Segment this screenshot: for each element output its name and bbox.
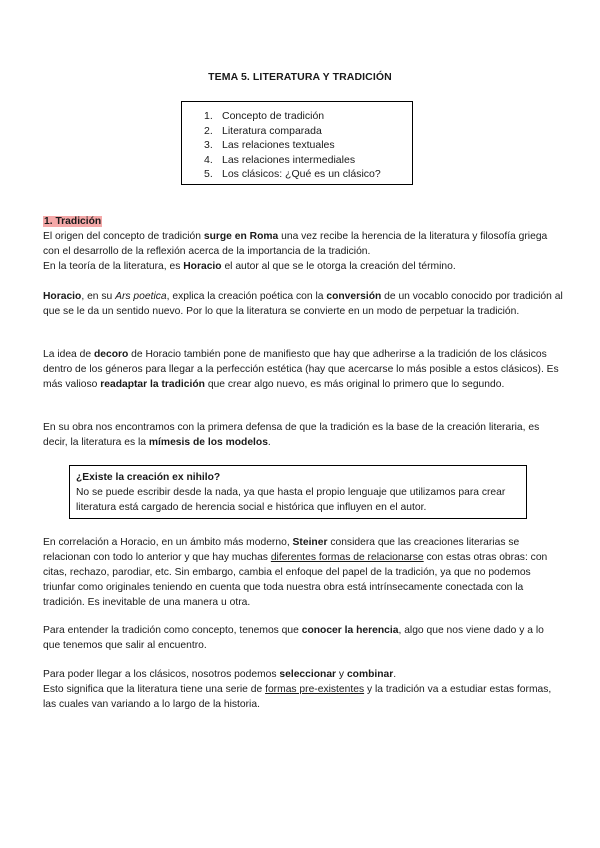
callout-text: No se puede escribir desde la nada, ya que hasta el propio lenguaje que utilizamos para crear literatura está cargado de herencia social e histórica que influyen en el autor. (76, 487, 506, 513)
toc-item (204, 138, 381, 153)
text-run: Esto significa que la literatura tiene una serie de (43, 684, 266, 695)
toc-item (204, 167, 381, 182)
paragraph-origin (43, 229, 563, 259)
page-title: TEMA 5. LITERATURA Y TRADICIÓN (208, 71, 392, 83)
toc-label: Literatura comparada (222, 124, 322, 137)
toc-item (204, 109, 381, 124)
callout-box (69, 465, 527, 519)
toc-label: Las relaciones intermediales (222, 153, 356, 166)
text-run: el autor al que se le otorga la creación del término. (221, 261, 456, 272)
text-run: una vez recibe la herencia de la literatura y filosofía griega con el desarrollo de la reflexión acerca de la importancia de la tradición. (43, 231, 548, 257)
text-run: y la tradición va a estudiar estas formas, las cuales van variando a lo largo de la historia. (43, 684, 552, 710)
callout-heading: ¿Existe la creación ex nihilo? (76, 472, 221, 483)
table-of-contents (181, 101, 413, 185)
text-run: de Horacio también pone de manifiesto que hay que adherirse a la tradición de los clásicos dentro de los géneros para llegar a la perfección estética (hay que acercarse lo más posible a estos clásicos). Es más valioso (43, 349, 559, 390)
emphasis: seleccionar (279, 669, 337, 680)
toc-number: 5. (204, 168, 213, 181)
emphasis: readaptar la tradición (100, 379, 205, 390)
text-run: La idea de (43, 349, 94, 360)
text-run: y (336, 669, 347, 680)
text-run: considera que las creaciones literarias se relacionan con todo lo anterior y que hay muchas (43, 537, 520, 563)
paragraph-clasicos (43, 667, 563, 712)
section-1-intro (43, 214, 563, 274)
paragraph-steiner (43, 535, 563, 610)
text-run: El origen del concepto de tradición (43, 231, 204, 242)
text-run: En su obra nos encontramos con la primera defensa de que la tradición es la base de la creación literaria, es decir, la literatura es la (43, 422, 540, 448)
emphasis: conversión (326, 291, 382, 302)
text-run: de un vocablo conocido por tradición al que se le da un sentido nuevo. Por lo que la literatura se convierte en un modo de perpetuar la tradición. (43, 291, 563, 317)
paragraph-mimesis (43, 420, 563, 450)
text-run: Para entender la tradición como concepto, tenemos que (43, 625, 302, 636)
section-heading: 1. Tradición (44, 216, 102, 227)
text-run: que crear algo nuevo, es más original lo primero que lo segundo. (204, 379, 505, 390)
paragraph-herencia (43, 623, 563, 653)
toc-item (204, 153, 381, 168)
paragraph-horacio-term (43, 259, 563, 274)
toc-label: Los clásicos: ¿Qué es un clásico? (222, 168, 381, 181)
paragraph-decoro (43, 347, 563, 392)
toc-number: 3. (204, 139, 213, 152)
emphasis: mímesis de los modelos (148, 437, 268, 448)
emphasis: surge en Roma (203, 231, 279, 242)
text-run: En correlación a Horacio, en un ámbito más moderno, (43, 537, 293, 548)
text-run: , explica la creación poética con la (166, 291, 327, 302)
text-run: En la teoría de la literatura, es (43, 261, 184, 272)
text-run: . (267, 437, 271, 448)
italic-title: Ars poetica (115, 291, 167, 302)
underlined-text: diferentes formas de relacionarse (270, 552, 424, 563)
emphasis: decoro (93, 349, 129, 360)
toc-label: Concepto de tradición (222, 110, 325, 122)
toc-number: 2. (204, 124, 213, 137)
toc-item (204, 124, 381, 139)
emphasis: conocer la herencia (301, 625, 399, 636)
emphasis: combinar (346, 669, 394, 680)
text-run: Para poder llegar a los clásicos, nosotros podemos (43, 669, 280, 680)
emphasis: Steiner (292, 537, 328, 548)
text-run: con estas otras obras: con citas, rechazo, parodiar, etc. Sin embargo, cambia el enfoque del papel de la tradición, ya que no podemos triunfar como originales teniendo en cuenta que toda nuestra obra está intrínsecamente conectada con la tradición. Es inevitable de una manera u otra. (43, 552, 548, 608)
emphasis: Horacio (43, 291, 82, 302)
toc-number: 1. (204, 110, 213, 122)
text-run: . (393, 669, 397, 680)
toc-label: Las relaciones textuales (222, 139, 335, 152)
underlined-text: formas pre-existentes (265, 684, 365, 695)
toc-number: 4. (204, 153, 213, 166)
text-run: , en su (81, 291, 116, 302)
paragraph-ars-poetica (43, 289, 563, 319)
emphasis: Horacio (183, 261, 222, 272)
text-run: , algo que nos viene dado y a lo que tenemos que salir al encuentro. (43, 625, 544, 651)
